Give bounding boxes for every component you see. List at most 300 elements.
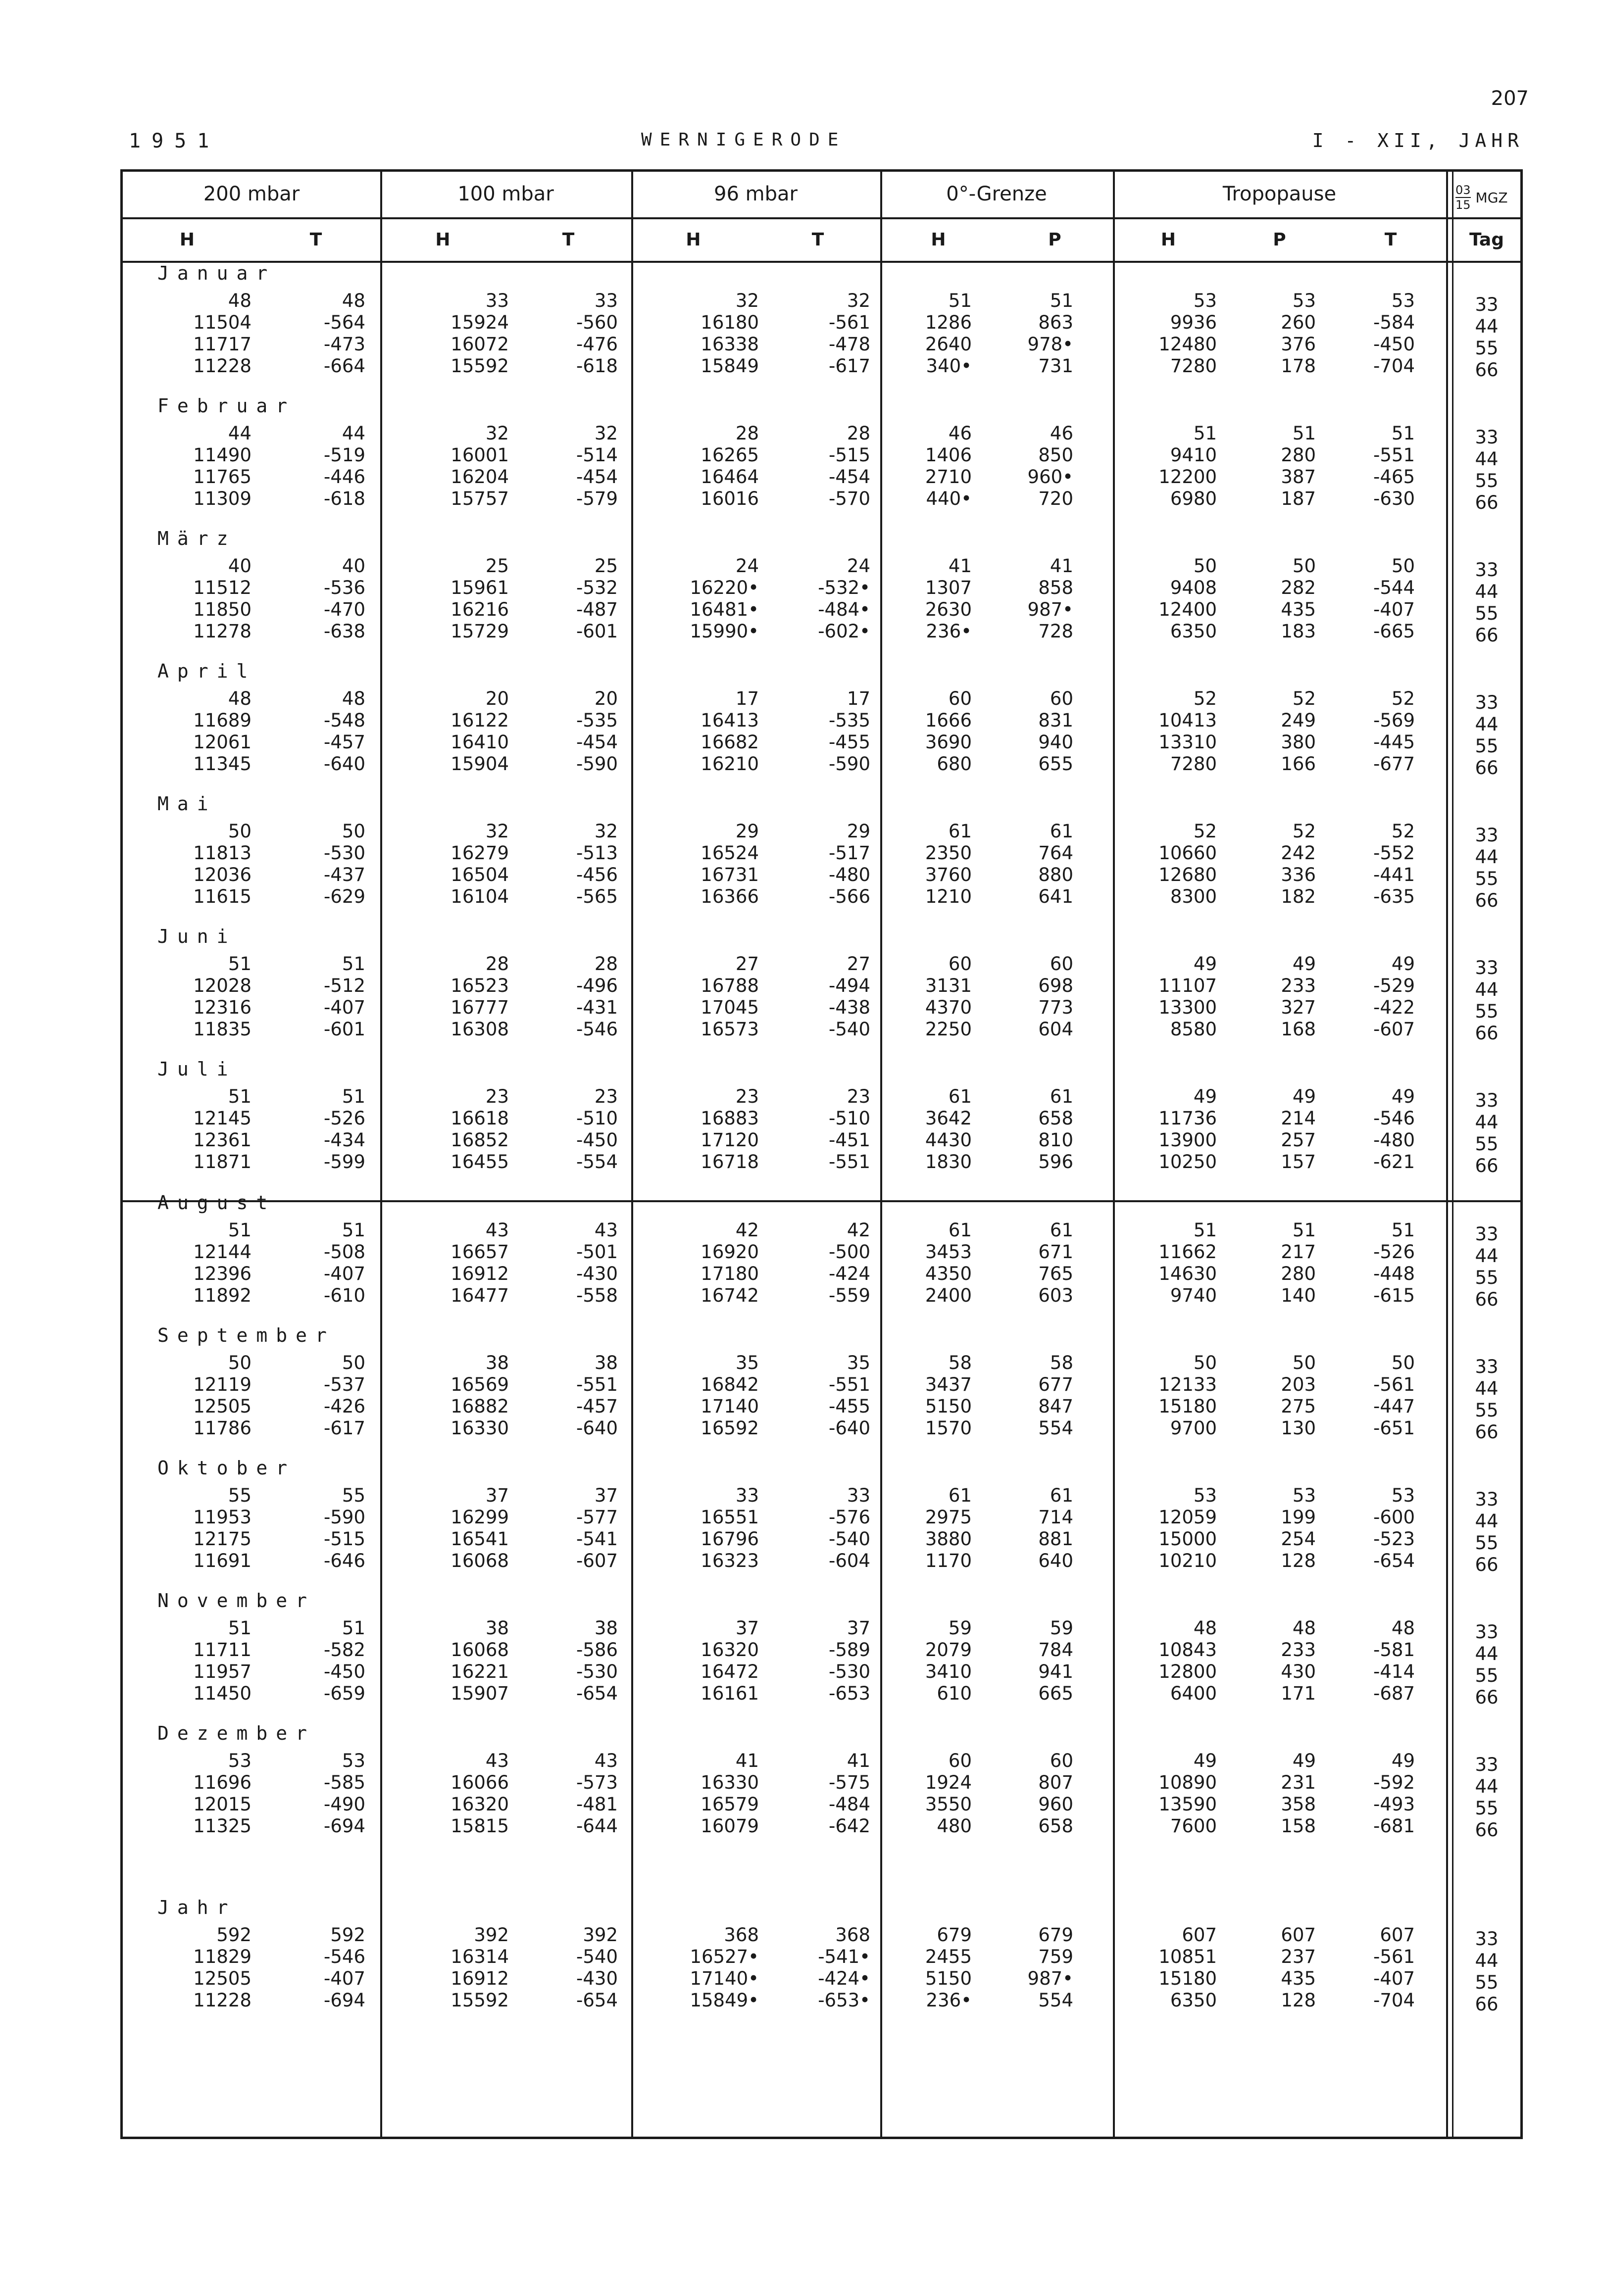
table-cell: 33 [594, 290, 618, 311]
table-cell: 12400 [1158, 599, 1217, 620]
divider-line [1452, 172, 1453, 2137]
table-cell: 16481• [690, 599, 759, 620]
table-cell: 12200 [1158, 466, 1217, 488]
table-cell: 11835 [193, 1019, 251, 1040]
table-cell: 50 [342, 821, 365, 842]
table-cell: -407 [1373, 1968, 1415, 1989]
table-cell: -510 [576, 1108, 618, 1129]
day-cell: 55 [1475, 603, 1499, 624]
table-cell: 940 [1038, 732, 1073, 753]
day-cell: 33 [1475, 1489, 1499, 1510]
table-cell: -450 [324, 1661, 365, 1682]
table-cell: 214 [1281, 1108, 1316, 1129]
table-cell: 11736 [1158, 1108, 1217, 1129]
table-cell: 53 [1193, 290, 1217, 311]
month-label: September [157, 1324, 335, 1346]
table-cell: 880 [1038, 864, 1073, 885]
table-cell: 2250 [925, 1019, 972, 1040]
table-cell: 32 [485, 423, 509, 444]
table-cell: 28 [735, 423, 759, 444]
table-cell: -484 [829, 1794, 870, 1815]
table-cell: 9700 [1170, 1417, 1217, 1439]
table-cell: -630 [1373, 488, 1415, 509]
table-cell: 714 [1038, 1507, 1073, 1528]
table-cell: 11786 [193, 1417, 251, 1439]
table-cell: 50 [1391, 1352, 1415, 1373]
table-cell: 46 [948, 423, 972, 444]
table-cell: 11953 [193, 1507, 251, 1528]
table-cell: -441 [1373, 864, 1415, 885]
table-cell: -540 [576, 1946, 618, 1967]
table-cell: 12361 [193, 1129, 251, 1151]
table-cell: -704 [1373, 355, 1415, 377]
table-cell: 680 [937, 753, 972, 775]
table-cell: 11615 [193, 886, 251, 907]
header-station: WERNIGERODE [641, 130, 847, 150]
table-cell: 16330 [451, 1417, 509, 1439]
table-cell: 3550 [925, 1794, 972, 1815]
table-cell: -457 [324, 732, 365, 753]
day-cell: 33 [1475, 294, 1499, 315]
table-cell: 592 [330, 1924, 365, 1946]
day-cell: 44 [1475, 714, 1499, 735]
table-cell: 10851 [1158, 1946, 1217, 1967]
table-cell: 8580 [1170, 1019, 1217, 1040]
table-cell: 3437 [925, 1374, 972, 1395]
table-cell: 23 [485, 1086, 509, 1107]
table-cell: -615 [1373, 1285, 1415, 1306]
table-cell: -561 [1373, 1374, 1415, 1395]
table-cell: -551 [1373, 444, 1415, 466]
day-cell: 66 [1475, 1819, 1499, 1841]
table-cell: 10250 [1158, 1151, 1217, 1172]
table-cell: -480 [1373, 1129, 1415, 1151]
table-cell: -437 [324, 864, 365, 885]
table-cell: 61 [948, 821, 972, 842]
table-cell: -481 [576, 1794, 618, 1815]
table-cell: 55 [228, 1485, 251, 1506]
day-cell: 55 [1475, 1972, 1499, 1993]
table-cell: 15849• [690, 1990, 759, 2011]
table-cell: 8300 [1170, 886, 1217, 907]
table-cell: -582 [324, 1639, 365, 1661]
table-cell: 15592 [451, 355, 509, 377]
table-cell: -450 [1373, 334, 1415, 355]
table-cell: -519 [324, 444, 365, 466]
month-label: Oktober [157, 1457, 296, 1479]
page-number: 207 [1491, 87, 1529, 110]
table-cell: 387 [1281, 466, 1316, 488]
table-cell: 50 [1292, 555, 1316, 577]
table-cell: 48 [1292, 1617, 1316, 1639]
month-label: Juli [157, 1058, 237, 1080]
table-cell: 16068 [451, 1639, 509, 1661]
table-cell: -590 [576, 753, 618, 775]
day-cell: 33 [1475, 1090, 1499, 1111]
table-cell: -454 [576, 732, 618, 753]
table-cell: 13300 [1158, 997, 1217, 1018]
table-cell: 11107 [1158, 975, 1217, 996]
table-cell: 2079 [925, 1639, 972, 1661]
subheader: T [811, 230, 824, 250]
table-cell: 49 [1292, 953, 1316, 975]
day-cell: 55 [1475, 1001, 1499, 1022]
table-cell: 11450 [193, 1683, 251, 1704]
table-cell: 16742 [701, 1285, 759, 1306]
table-cell: 60 [1050, 953, 1073, 975]
table-cell: -618 [576, 355, 618, 377]
table-cell: -607 [576, 1550, 618, 1571]
day-cell: 44 [1475, 1776, 1499, 1797]
table-cell: 15990• [690, 621, 759, 642]
table-cell: 28 [847, 423, 870, 444]
month-label: März [157, 528, 237, 549]
table-cell: 49 [1193, 1086, 1217, 1107]
table-cell: 1170 [925, 1550, 972, 1571]
table-cell: 12133 [1158, 1374, 1217, 1395]
table-cell: 12505 [193, 1968, 251, 1989]
table-cell: 15815 [451, 1815, 509, 1837]
table-cell: 16657 [451, 1241, 509, 1263]
table-cell: 368 [724, 1924, 759, 1946]
table-cell: 11278 [193, 621, 251, 642]
table-cell: 12144 [193, 1241, 251, 1263]
table-cell: 40 [342, 555, 365, 577]
table-cell: -445 [1373, 732, 1415, 753]
table-cell: 728 [1038, 621, 1073, 642]
table-cell: 376 [1281, 334, 1316, 355]
table-cell: 392 [583, 1924, 618, 1946]
table-cell: 27 [847, 953, 870, 975]
table-cell: 61 [1050, 1220, 1073, 1241]
table-cell: 51 [948, 290, 972, 311]
table-cell: 16477 [451, 1285, 509, 1306]
table-cell: -446 [324, 466, 365, 488]
table-cell: -470 [324, 599, 365, 620]
table-cell: 987• [1027, 599, 1073, 620]
table-cell: -564 [324, 312, 365, 333]
table-cell: 236• [926, 621, 972, 642]
table-cell: 16161 [701, 1683, 759, 1704]
table-cell: -654 [1373, 1550, 1415, 1571]
table-cell: 9410 [1170, 444, 1217, 466]
table-cell: 1406 [925, 444, 972, 466]
table-cell: -529 [1373, 975, 1415, 996]
table-cell: 16472 [701, 1661, 759, 1682]
table-cell: 12316 [193, 997, 251, 1018]
table-cell: -508 [324, 1241, 365, 1263]
table-cell: 9936 [1170, 312, 1217, 333]
table-cell: -530 [829, 1661, 870, 1682]
table-cell: -640 [576, 1417, 618, 1439]
table-cell: 12119 [193, 1374, 251, 1395]
table-cell: -451 [829, 1129, 870, 1151]
month-label: Februar [157, 395, 296, 417]
table-cell: 237 [1281, 1946, 1316, 1967]
table-cell: 7280 [1170, 355, 1217, 377]
table-cell: -704 [1373, 1990, 1415, 2011]
table-cell: 17 [735, 688, 759, 709]
day-cell: 66 [1475, 1554, 1499, 1575]
day-cell: 55 [1475, 1400, 1499, 1421]
table-cell: 37 [735, 1617, 759, 1639]
table-cell: 50 [1292, 1352, 1316, 1373]
table-cell: -561 [1373, 1946, 1415, 1967]
table-cell: 166 [1281, 753, 1316, 775]
table-cell: 11325 [193, 1815, 251, 1837]
data-table [120, 169, 1523, 2139]
table-cell: 280 [1281, 444, 1316, 466]
month-label: November [157, 1590, 316, 1612]
table-cell: -510 [829, 1108, 870, 1129]
subheader: T [1384, 230, 1397, 250]
table-cell: 16551 [701, 1507, 759, 1528]
header-divider [123, 217, 1520, 219]
table-cell: 12059 [1158, 1507, 1217, 1528]
table-cell: -426 [324, 1396, 365, 1417]
table-cell: -570 [829, 488, 870, 509]
table-cell: -541• [818, 1946, 870, 1967]
table-cell: 765 [1038, 1263, 1073, 1284]
table-cell: 43 [594, 1220, 618, 1241]
table-cell: 42 [735, 1220, 759, 1241]
table-cell: 242 [1281, 842, 1316, 864]
table-cell: 32 [847, 290, 870, 311]
day-cell: 55 [1475, 1267, 1499, 1288]
table-cell: -493 [1373, 1794, 1415, 1815]
table-cell: 807 [1038, 1772, 1073, 1793]
table-cell: 10660 [1158, 842, 1217, 864]
table-cell: 203 [1281, 1374, 1316, 1395]
table-cell: 16541 [451, 1528, 509, 1550]
table-cell: -694 [324, 1815, 365, 1837]
table-cell: 53 [1193, 1485, 1217, 1506]
table-cell: 16330 [701, 1772, 759, 1793]
table-cell: 368 [835, 1924, 870, 1946]
table-cell: 16072 [451, 334, 509, 355]
table-cell: -644 [576, 1815, 618, 1837]
table-cell: -573 [576, 1772, 618, 1793]
table-cell: 157 [1281, 1151, 1316, 1172]
group-header-zero-grenze: 0°-Grenze [946, 183, 1047, 205]
header-divider [123, 261, 1520, 263]
table-cell: 51 [342, 953, 365, 975]
table-cell: 17180 [701, 1263, 759, 1284]
table-cell: 960 [1038, 1794, 1073, 1815]
table-cell: -448 [1373, 1263, 1415, 1284]
table-cell: 1666 [925, 710, 972, 731]
table-cell: 32 [735, 290, 759, 311]
table-cell: 16842 [701, 1374, 759, 1395]
table-cell: 16210 [701, 753, 759, 775]
table-cell: 2640 [925, 334, 972, 355]
table-cell: -434 [324, 1129, 365, 1151]
table-cell: 52 [1391, 821, 1415, 842]
table-cell: 48 [1193, 1617, 1217, 1639]
table-cell: -590 [829, 753, 870, 775]
table-cell: 16852 [451, 1129, 509, 1151]
table-cell: 11662 [1158, 1241, 1217, 1263]
table-cell: -577 [576, 1507, 618, 1528]
table-cell: 182 [1281, 886, 1316, 907]
table-cell: 698 [1038, 975, 1073, 996]
table-cell: 32 [594, 423, 618, 444]
day-cell: 66 [1475, 1155, 1499, 1176]
table-cell: -484• [818, 599, 870, 620]
month-label: April [157, 660, 256, 682]
subheader: P [1273, 230, 1286, 250]
table-cell: -642 [829, 1815, 870, 1837]
month-label: August [157, 1192, 276, 1214]
table-cell: -579 [576, 488, 618, 509]
table-cell: 2350 [925, 842, 972, 864]
table-cell: 51 [228, 1086, 251, 1107]
table-cell: 49 [1193, 1750, 1217, 1771]
table-cell: 48 [342, 688, 365, 709]
day-cell: 55 [1475, 1532, 1499, 1554]
table-cell: 16079 [701, 1815, 759, 1837]
table-cell: 275 [1281, 1396, 1316, 1417]
day-cell: 44 [1475, 1245, 1499, 1267]
table-cell: 38 [594, 1617, 618, 1639]
table-cell: 435 [1281, 599, 1316, 620]
table-cell: 178 [1281, 355, 1316, 377]
table-cell: 24 [735, 555, 759, 577]
table-cell: 358 [1281, 1794, 1316, 1815]
table-cell: 128 [1281, 1550, 1316, 1571]
table-cell: -617 [829, 355, 870, 377]
table-cell: 480 [937, 1815, 972, 1837]
mgz-header [1449, 178, 1523, 217]
table-cell: 60 [1050, 688, 1073, 709]
table-cell: -500 [829, 1241, 870, 1263]
table-cell: 17140 [701, 1396, 759, 1417]
header-year: 1951 [129, 130, 220, 152]
table-cell: 978• [1027, 334, 1073, 355]
table-cell: 29 [735, 821, 759, 842]
table-cell: -430 [576, 1968, 618, 1989]
table-cell: 603 [1038, 1285, 1073, 1306]
table-cell: -494 [829, 975, 870, 996]
table-cell: 51 [1292, 1220, 1316, 1241]
table-cell: 16920 [701, 1241, 759, 1263]
table-cell: 3690 [925, 732, 972, 753]
day-cell: 33 [1475, 1621, 1499, 1643]
table-cell: 16718 [701, 1151, 759, 1172]
table-cell: -407 [324, 1968, 365, 1989]
table-cell: -478 [829, 334, 870, 355]
table-cell: -653• [818, 1990, 870, 2011]
table-cell: 3453 [925, 1241, 972, 1263]
table-cell: -635 [1373, 886, 1415, 907]
table-cell: 53 [342, 1750, 365, 1771]
subheader: P [1048, 230, 1061, 250]
table-cell: -576 [829, 1507, 870, 1528]
table-cell: 3131 [925, 975, 972, 996]
day-cell: 33 [1475, 427, 1499, 448]
table-cell: 554 [1038, 1417, 1073, 1439]
table-cell: 254 [1281, 1528, 1316, 1550]
table-cell: -513 [576, 842, 618, 864]
table-cell: -629 [324, 886, 365, 907]
table-cell: 12480 [1158, 334, 1217, 355]
group-header-100mbar: 100 mbar [457, 183, 554, 205]
table-cell: 12680 [1158, 864, 1217, 885]
table-cell: 11850 [193, 599, 251, 620]
table-cell: 282 [1281, 577, 1316, 598]
table-cell: -523 [1373, 1528, 1415, 1550]
table-cell: 596 [1038, 1151, 1073, 1172]
table-cell: 53 [1391, 290, 1415, 311]
table-cell: 16221 [451, 1661, 509, 1682]
table-cell: 42 [847, 1220, 870, 1241]
table-cell: 52 [1391, 688, 1415, 709]
table-cell: 16216 [451, 599, 509, 620]
table-cell: -640 [829, 1417, 870, 1439]
table-cell: -621 [1373, 1151, 1415, 1172]
table-cell: 16320 [701, 1639, 759, 1661]
table-cell: 731 [1038, 355, 1073, 377]
table-cell: 41 [948, 555, 972, 577]
table-cell: -450 [576, 1129, 618, 1151]
table-cell: 13900 [1158, 1129, 1217, 1151]
table-cell: 592 [216, 1924, 251, 1946]
table-cell: 52 [1292, 688, 1316, 709]
half-year-divider [123, 1200, 1520, 1202]
table-cell: 48 [228, 290, 251, 311]
table-cell: 29 [847, 821, 870, 842]
table-cell: 16569 [451, 1374, 509, 1395]
table-cell: 327 [1281, 997, 1316, 1018]
table-cell: 440• [926, 488, 972, 509]
table-cell: 51 [228, 1617, 251, 1639]
table-cell: -653 [829, 1683, 870, 1704]
table-cell: 55 [342, 1485, 365, 1506]
table-cell: 43 [594, 1750, 618, 1771]
table-cell: 720 [1038, 488, 1073, 509]
table-cell: 16413 [701, 710, 759, 731]
day-cell: 33 [1475, 559, 1499, 581]
table-cell: 10413 [1158, 710, 1217, 731]
table-cell: 7600 [1170, 1815, 1217, 1837]
table-cell: -514 [576, 444, 618, 466]
table-cell: 11765 [193, 466, 251, 488]
table-cell: 48 [342, 290, 365, 311]
table-cell: 32 [594, 821, 618, 842]
day-cell: 55 [1475, 338, 1499, 359]
table-cell: 2630 [925, 599, 972, 620]
table-cell: 16016 [701, 488, 759, 509]
table-cell: 37 [594, 1485, 618, 1506]
table-cell: -618 [324, 488, 365, 509]
subheader: H [686, 230, 701, 250]
table-cell: 13590 [1158, 1794, 1217, 1815]
table-cell: 11711 [193, 1639, 251, 1661]
table-cell: 49 [1391, 1750, 1415, 1771]
table-cell: -664 [324, 355, 365, 377]
table-cell: 52 [1193, 688, 1217, 709]
table-cell: 217 [1281, 1241, 1316, 1263]
table-cell: 16366 [701, 886, 759, 907]
table-cell: -424 [829, 1263, 870, 1284]
table-cell: -554 [576, 1151, 618, 1172]
subheader: H [179, 230, 195, 250]
day-cell: 44 [1475, 1112, 1499, 1133]
table-cell: -617 [324, 1417, 365, 1439]
table-cell: 37 [847, 1617, 870, 1639]
table-cell: -517 [829, 842, 870, 864]
table-cell: 430 [1281, 1661, 1316, 1682]
